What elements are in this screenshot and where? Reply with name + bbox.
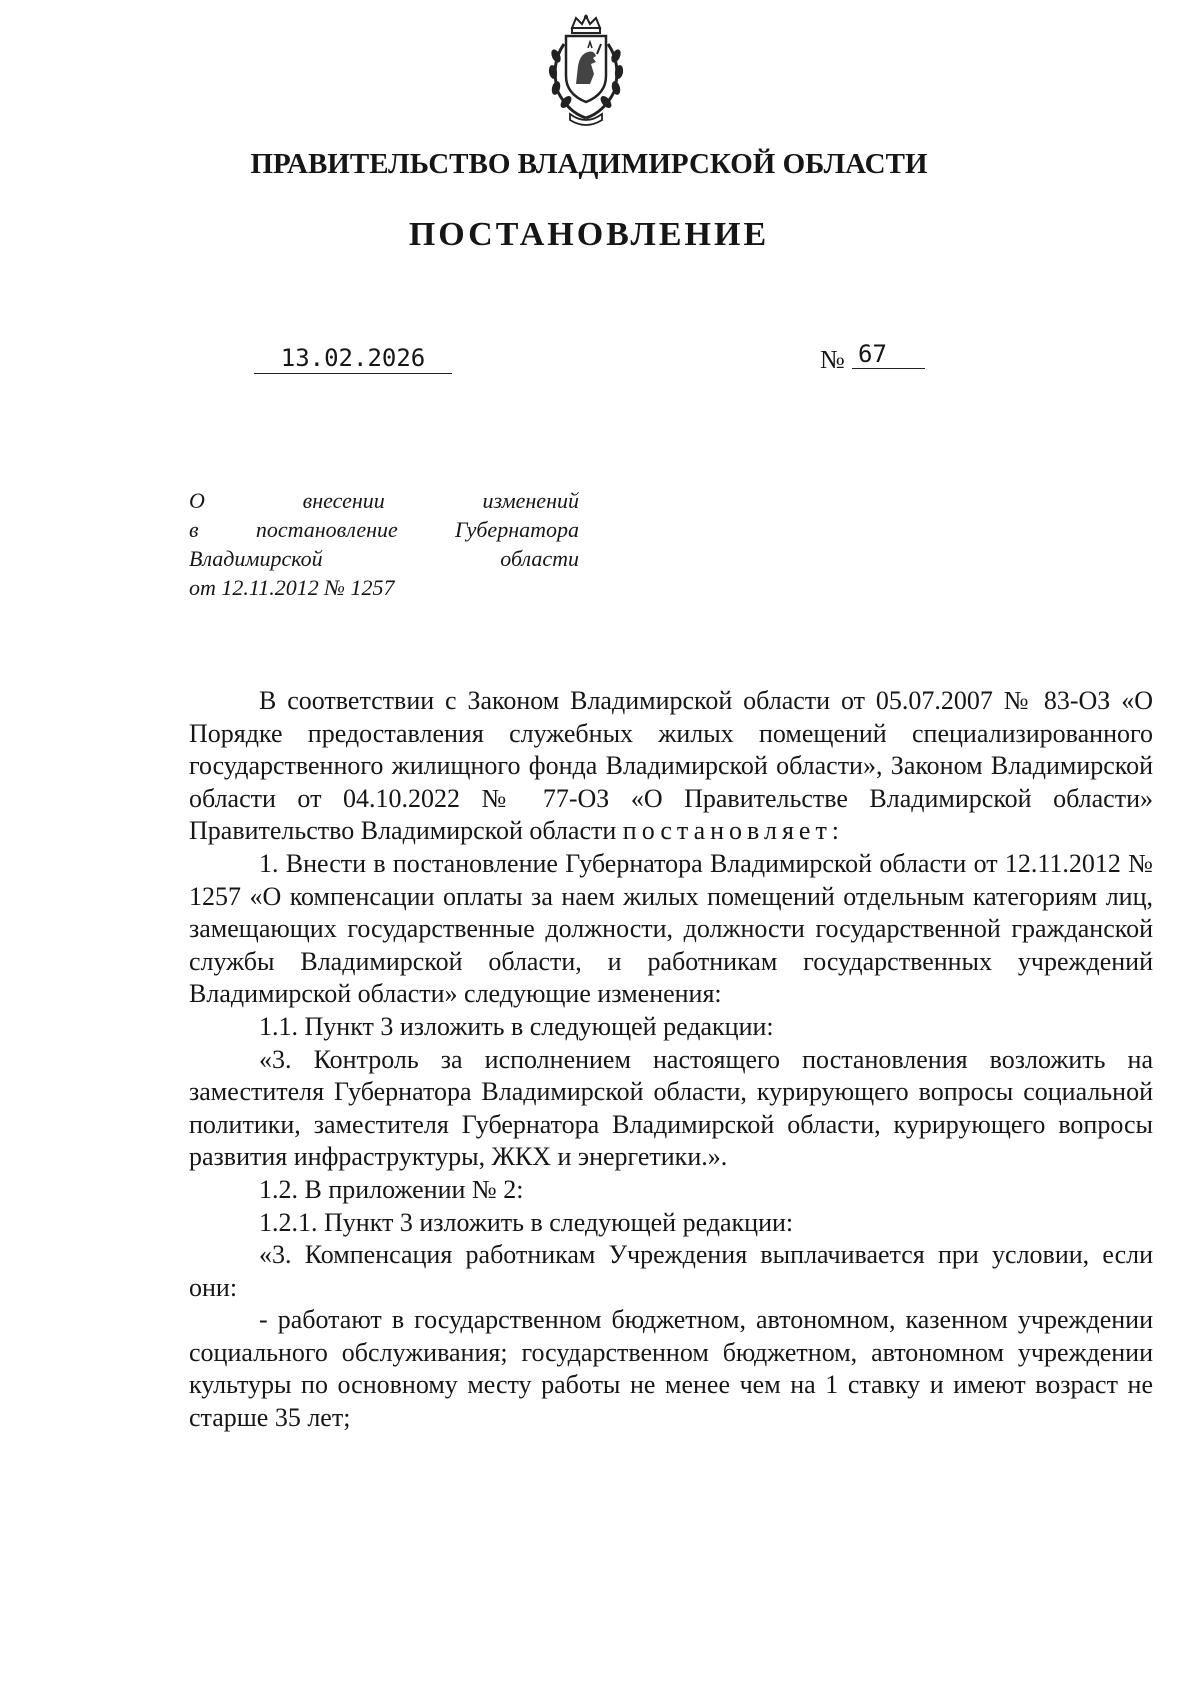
preamble-text: В соответствии с Законом Владимирской области от 05.07.2007 № 83-ОЗ «О Порядке предоставления служебных жилых помещений специализированного государственного жилищного фонда Владимирской области», Законом Владимирской области от 04.10.2022 № 77-ОЗ «О Правительстве Владимирской области» Правительство Владимирской области <box>189 686 1153 846</box>
subject-line <box>189 515 579 544</box>
coat-of-arms-icon <box>536 14 636 126</box>
subject-word: О <box>189 488 205 513</box>
paragraph-1-2-1-text: «3. Компенсация работникам Учреждения выплачивается при условии, если они: <box>189 1240 1153 1302</box>
subject-line <box>189 544 579 573</box>
list-item: - работают в государственном бюджетном, автономном, казенном учреждении социального обслуживания; государственном бюджетном, автономном учреждении культуры по основному месту работы не менее чем на 1 ставку и имеют возраст не старше 35 лет; <box>189 1305 1153 1433</box>
paragraph-1-2: 1.2. В приложении № 2: <box>259 1174 524 1204</box>
subject-line <box>189 486 579 515</box>
subject-word: внесении <box>302 488 385 513</box>
subject-word: Губернатора <box>455 517 579 542</box>
document-subject <box>189 486 579 602</box>
decree-word: постановляет: <box>622 816 845 846</box>
paragraph-1-2-1: 1.2.1. Пункт 3 изложить в следующей редакции: <box>259 1207 794 1237</box>
government-title: ПРАВИТЕЛЬСТВО ВЛАДИМИРСКОЙ ОБЛАСТИ <box>250 148 928 180</box>
subject-word: изменений <box>482 488 579 513</box>
subject-word: постановление <box>255 517 398 542</box>
document-body <box>189 685 1153 1435</box>
paragraph-1: 1. Внести в постановление Губернатора Владимирской области от 12.11.2012 № 1257 «О компенсации оплаты за наем жилых помещений отдельным категориям лиц, замещающих государственные должности, должности государственной гражданской службы Владимирской области, и работникам государственных учреждений Владимирской области» следующие изменения: <box>189 848 1153 1009</box>
subject-line: от 12.11.2012 № 1257 <box>189 575 395 600</box>
paragraph-1-1-text: «3. Контроль за исполнением настоящего постановления возложить на заместителя Губернатора Владимирской области, курирующего вопросы социальной политики, заместителя Губернатора Владимирской области, курирующего вопросы развития инфраструктуры, ЖКХ и энергетики.». <box>189 1044 1153 1172</box>
paragraph-1-1: 1.1. Пункт 3 изложить в следующей редакции: <box>259 1011 774 1041</box>
subject-word: Владимирской <box>189 546 323 571</box>
subject-word: области <box>500 546 579 571</box>
document-date: 13.02.2026 <box>254 344 452 374</box>
subject-word: в <box>189 517 199 542</box>
preamble-paragraph <box>189 685 1153 848</box>
number-sign: № <box>820 345 845 374</box>
document-type-title: ПОСТАНОВЛЕНИЕ <box>408 216 770 253</box>
document-number: 67 <box>852 340 925 369</box>
